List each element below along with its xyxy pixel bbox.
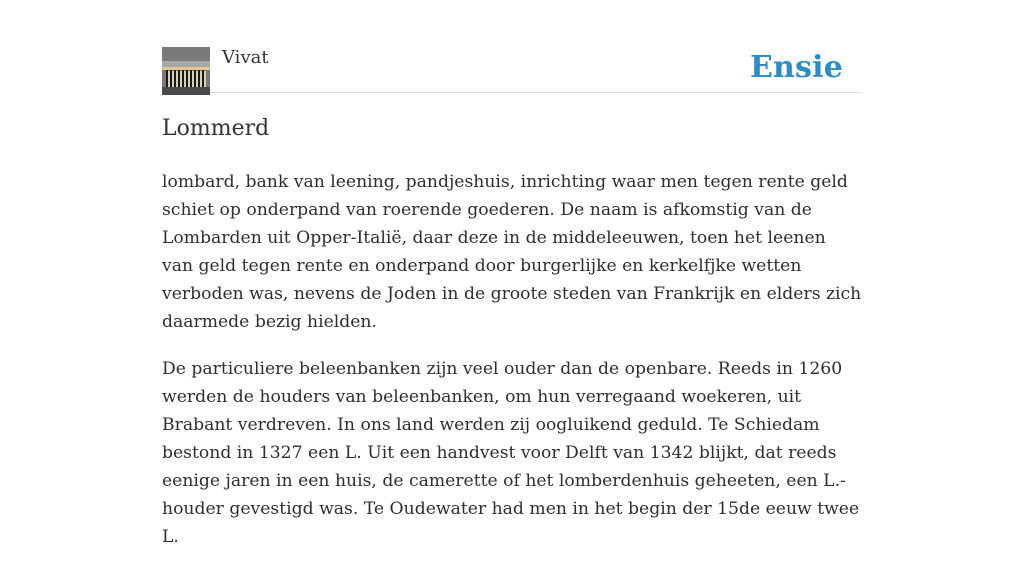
article-paragraph: De particuliere beleenbanken zijn veel ouder dan de openbare. Reeds in 1260 werden de houders van beleenbanken, om hun verregaand woekeren, uit Brabant verdreven. In ons land werden zij oogluikend geduld. Te Schiedam bestond in 1327 een L. Uit een handvest voor Delft van 1342 blijkt, dat reeds eenige jaren in een huis, de camerette of het lomberdenhuis geheeten, een L.-houder gevestigd was. Te Oudewater had men in het begin der 15de eeuw twee L. — [162, 359, 860, 547]
typewriter-icon — [162, 47, 210, 95]
header — [162, 46, 862, 93]
avatar[interactable] — [162, 47, 210, 95]
article-title: Lommerd — [162, 116, 270, 141]
brand-logo[interactable]: Ensie — [749, 50, 843, 85]
author-name[interactable]: Vivat — [222, 47, 269, 68]
page — [162, 0, 862, 547]
article-paragraph: lombard, bank van leening, pandjeshuis, inrichting waar men tegen rente geld schiet op onderpand van roerende goederen. De naam is afkomstig van de Lombarden uit Opper-Italië, daar deze in de middeleeuwen, toen het leenen van geld tegen rente en onderpand door burgerlijke en kerkelfjke wetten verboden was, nevens de Joden in de groote steden van Frankrijk en elders zich daarmede bezig hielden. — [162, 172, 862, 332]
article-body — [162, 168, 862, 570]
